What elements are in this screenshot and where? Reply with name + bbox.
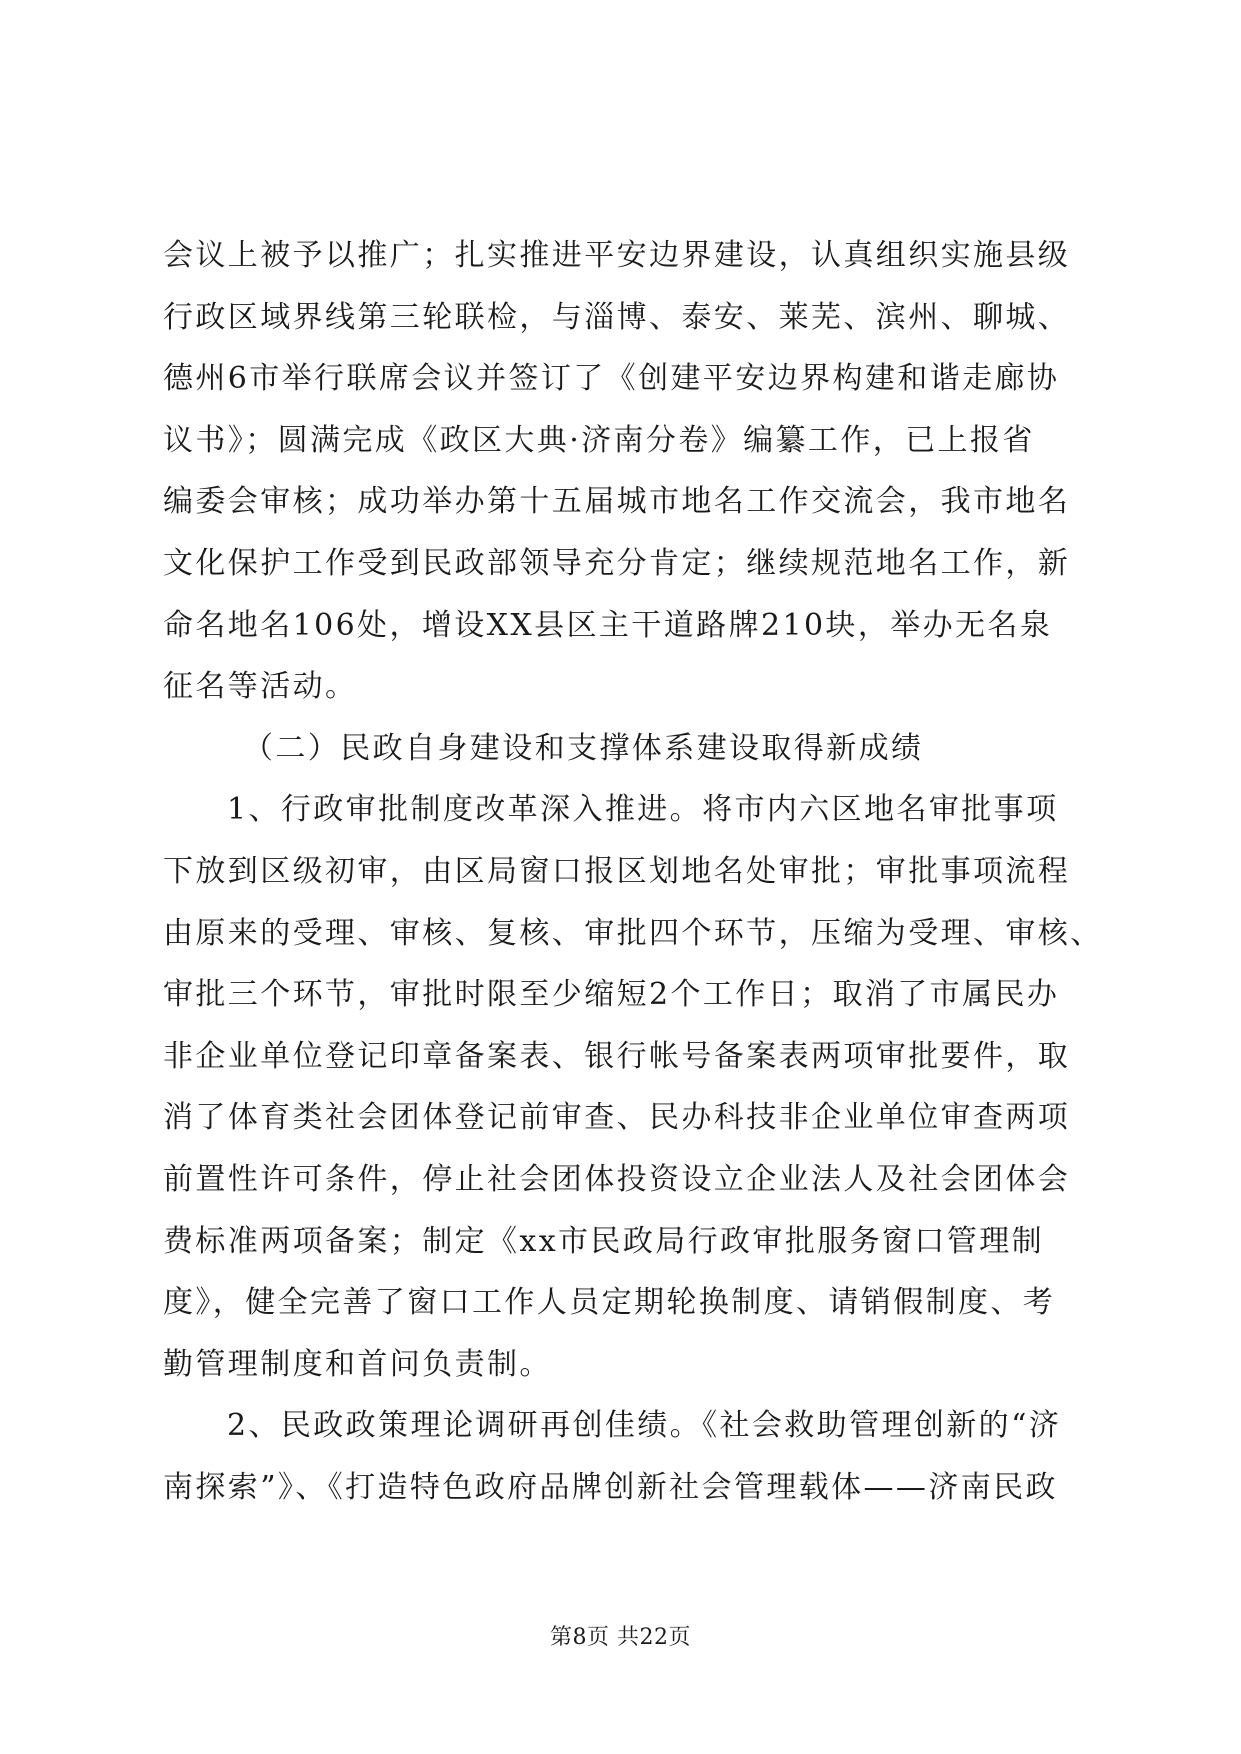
text-line: 非企业单位登记印章备案表、银行帐号备案表两项审批要件，取 <box>163 1038 1071 1074</box>
page-number-footer: 第8页 共22页 <box>550 1625 691 1650</box>
text-line: 费标准两项备案；制定《xx市民政局行政审批服务窗口管理制 <box>163 1223 1045 1259</box>
section-heading: （二）民政自身建设和支撑体系建设取得新成绩 <box>243 730 924 766</box>
text-line: 命名地名106处，增设XX县区主干道路牌210块，举办无名泉 <box>163 607 1053 643</box>
text-line: 文化保护工作受到民政部领导充分肯定；继续规范地名工作，新 <box>163 545 1071 581</box>
text-line: 征名等活动。 <box>163 669 358 705</box>
text-line: 南探索”》、《打造特色政府品牌创新社会管理载体——济南民政 <box>163 1469 1058 1505</box>
paragraph-start-line: 1、行政审批制度改革深入推进。将市内六区地名审批事项 <box>227 792 1059 828</box>
text-line: 度》，健全完善了窗口工作人员定期轮换制度、请销假制度、考 <box>163 1285 1056 1321</box>
text-line: 前置性许可条件，停止社会团体投资设立企业法人及社会团体会 <box>163 1161 1071 1197</box>
text-line: 会议上被予以推广；扎实推进平安边界建设，认真组织实施县级 <box>163 238 1071 273</box>
text-line: 勤管理制度和首问负责制。 <box>163 1346 552 1382</box>
text-line: 下放到区级初审，由区局窗口报区划地名处审批；审批事项流程 <box>163 853 1071 889</box>
text-line: 由原来的受理、审核、复核、审批四个环节，压缩为受理、审核、 <box>163 915 1103 951</box>
document-body <box>163 225 1103 1518</box>
text-line: 消了体育类社会团体登记前审查、民办科技非企业单位审查两项 <box>163 1100 1071 1136</box>
text-line: 编委会审核；成功举办第十五届城市地名工作交流会，我市地名 <box>163 484 1071 520</box>
text-line: 德州6市举行联席会议并签订了《创建平安边界构建和谐走廊协 <box>163 361 1060 397</box>
text-line: 议书》；圆满完成《政区大典·济南分卷》编纂工作，已上报省 <box>163 422 1035 458</box>
paragraph-start-line: 2、民政政策理论调研再创佳绩。《社会救助管理创新的“济 <box>227 1408 1062 1444</box>
text-line: 行政区域界线第三轮联检，与淄博、泰安、莱芜、滨州、聊城、 <box>163 299 1071 335</box>
text-line: 审批三个环节，审批时限至少缩短2个工作日；取消了市属民办 <box>163 977 1060 1013</box>
